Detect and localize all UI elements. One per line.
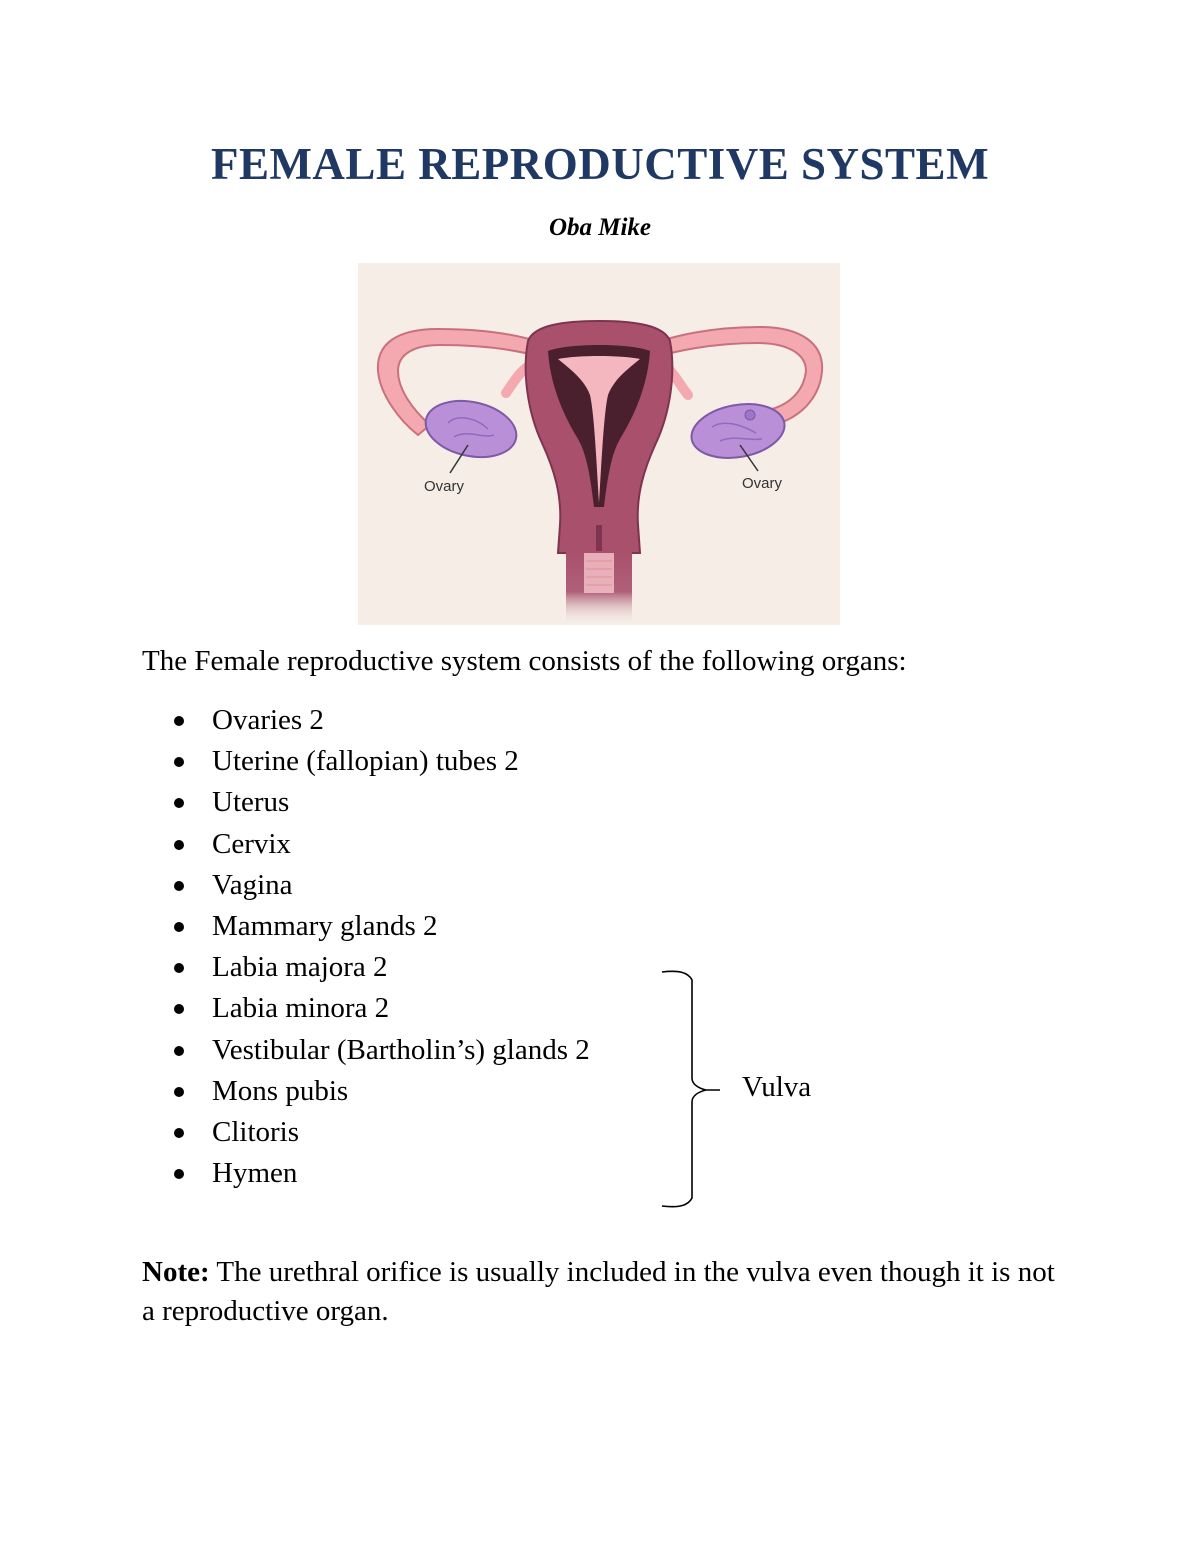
vulva-label: Vulva [742, 1071, 812, 1103]
list-item-text: Ovaries 2 [212, 704, 324, 736]
list-item [172, 782, 590, 823]
note-paragraph [142, 1253, 1072, 1331]
bullet-icon [174, 716, 184, 726]
list-item [172, 1112, 590, 1153]
list-item-text: Vestibular (Bartholin’s) glands 2 [212, 1033, 590, 1066]
organ-list [172, 700, 590, 1194]
list-item [172, 1030, 590, 1071]
uterus-illustration [358, 263, 840, 625]
author-name: Oba Mike [548, 214, 652, 241]
vulva-brace [658, 966, 728, 1212]
bullet-icon [174, 963, 184, 973]
intro-paragraph: The Female reproductive system consists of the following organs: [142, 645, 907, 677]
bullet-icon [174, 1087, 184, 1097]
bullet-icon [174, 1169, 184, 1179]
bullet-icon [174, 881, 184, 891]
bullet-icon [174, 798, 184, 808]
list-item-text: Cervix [212, 827, 291, 860]
ovary-label-right: Ovary [741, 475, 783, 492]
note-text: The urethral orifice is usually included in the vulva even though it is not a reproductive organ. [142, 1256, 1055, 1327]
list-item-text: Labia majora 2 [212, 951, 388, 984]
list-item [172, 741, 590, 782]
list-item-text: Hymen [212, 1157, 298, 1190]
bullet-icon [174, 1004, 184, 1014]
list-item-text: Uterine (fallopian) tubes 2 [212, 745, 519, 778]
list-item [172, 700, 590, 741]
list-item [172, 906, 590, 947]
list-item-text: Clitoris [212, 1115, 300, 1148]
ovary-label-left: Ovary [423, 478, 465, 495]
list-item [172, 824, 590, 865]
bullet-icon [174, 922, 184, 932]
list-item-text: Vagina [212, 868, 293, 901]
document-title: FEMALE REPRODUCTIVE SYSTEM [210, 139, 990, 189]
bullet-icon [174, 1128, 184, 1138]
list-item-text: Mons pubis [212, 1074, 349, 1107]
list-item-text: Uterus [212, 786, 290, 819]
bullet-icon [174, 1046, 184, 1056]
list-item-text: Mammary glands 2 [212, 909, 438, 942]
bullet-icon [174, 840, 184, 850]
list-item [172, 1153, 590, 1194]
list-item [172, 865, 590, 906]
list-item [172, 1071, 590, 1112]
list-item [172, 947, 590, 988]
list-item [172, 988, 590, 1029]
list-item-text: Labia minora 2 [212, 992, 390, 1025]
bullet-icon [174, 757, 184, 767]
note-label: Note: [142, 1256, 210, 1288]
